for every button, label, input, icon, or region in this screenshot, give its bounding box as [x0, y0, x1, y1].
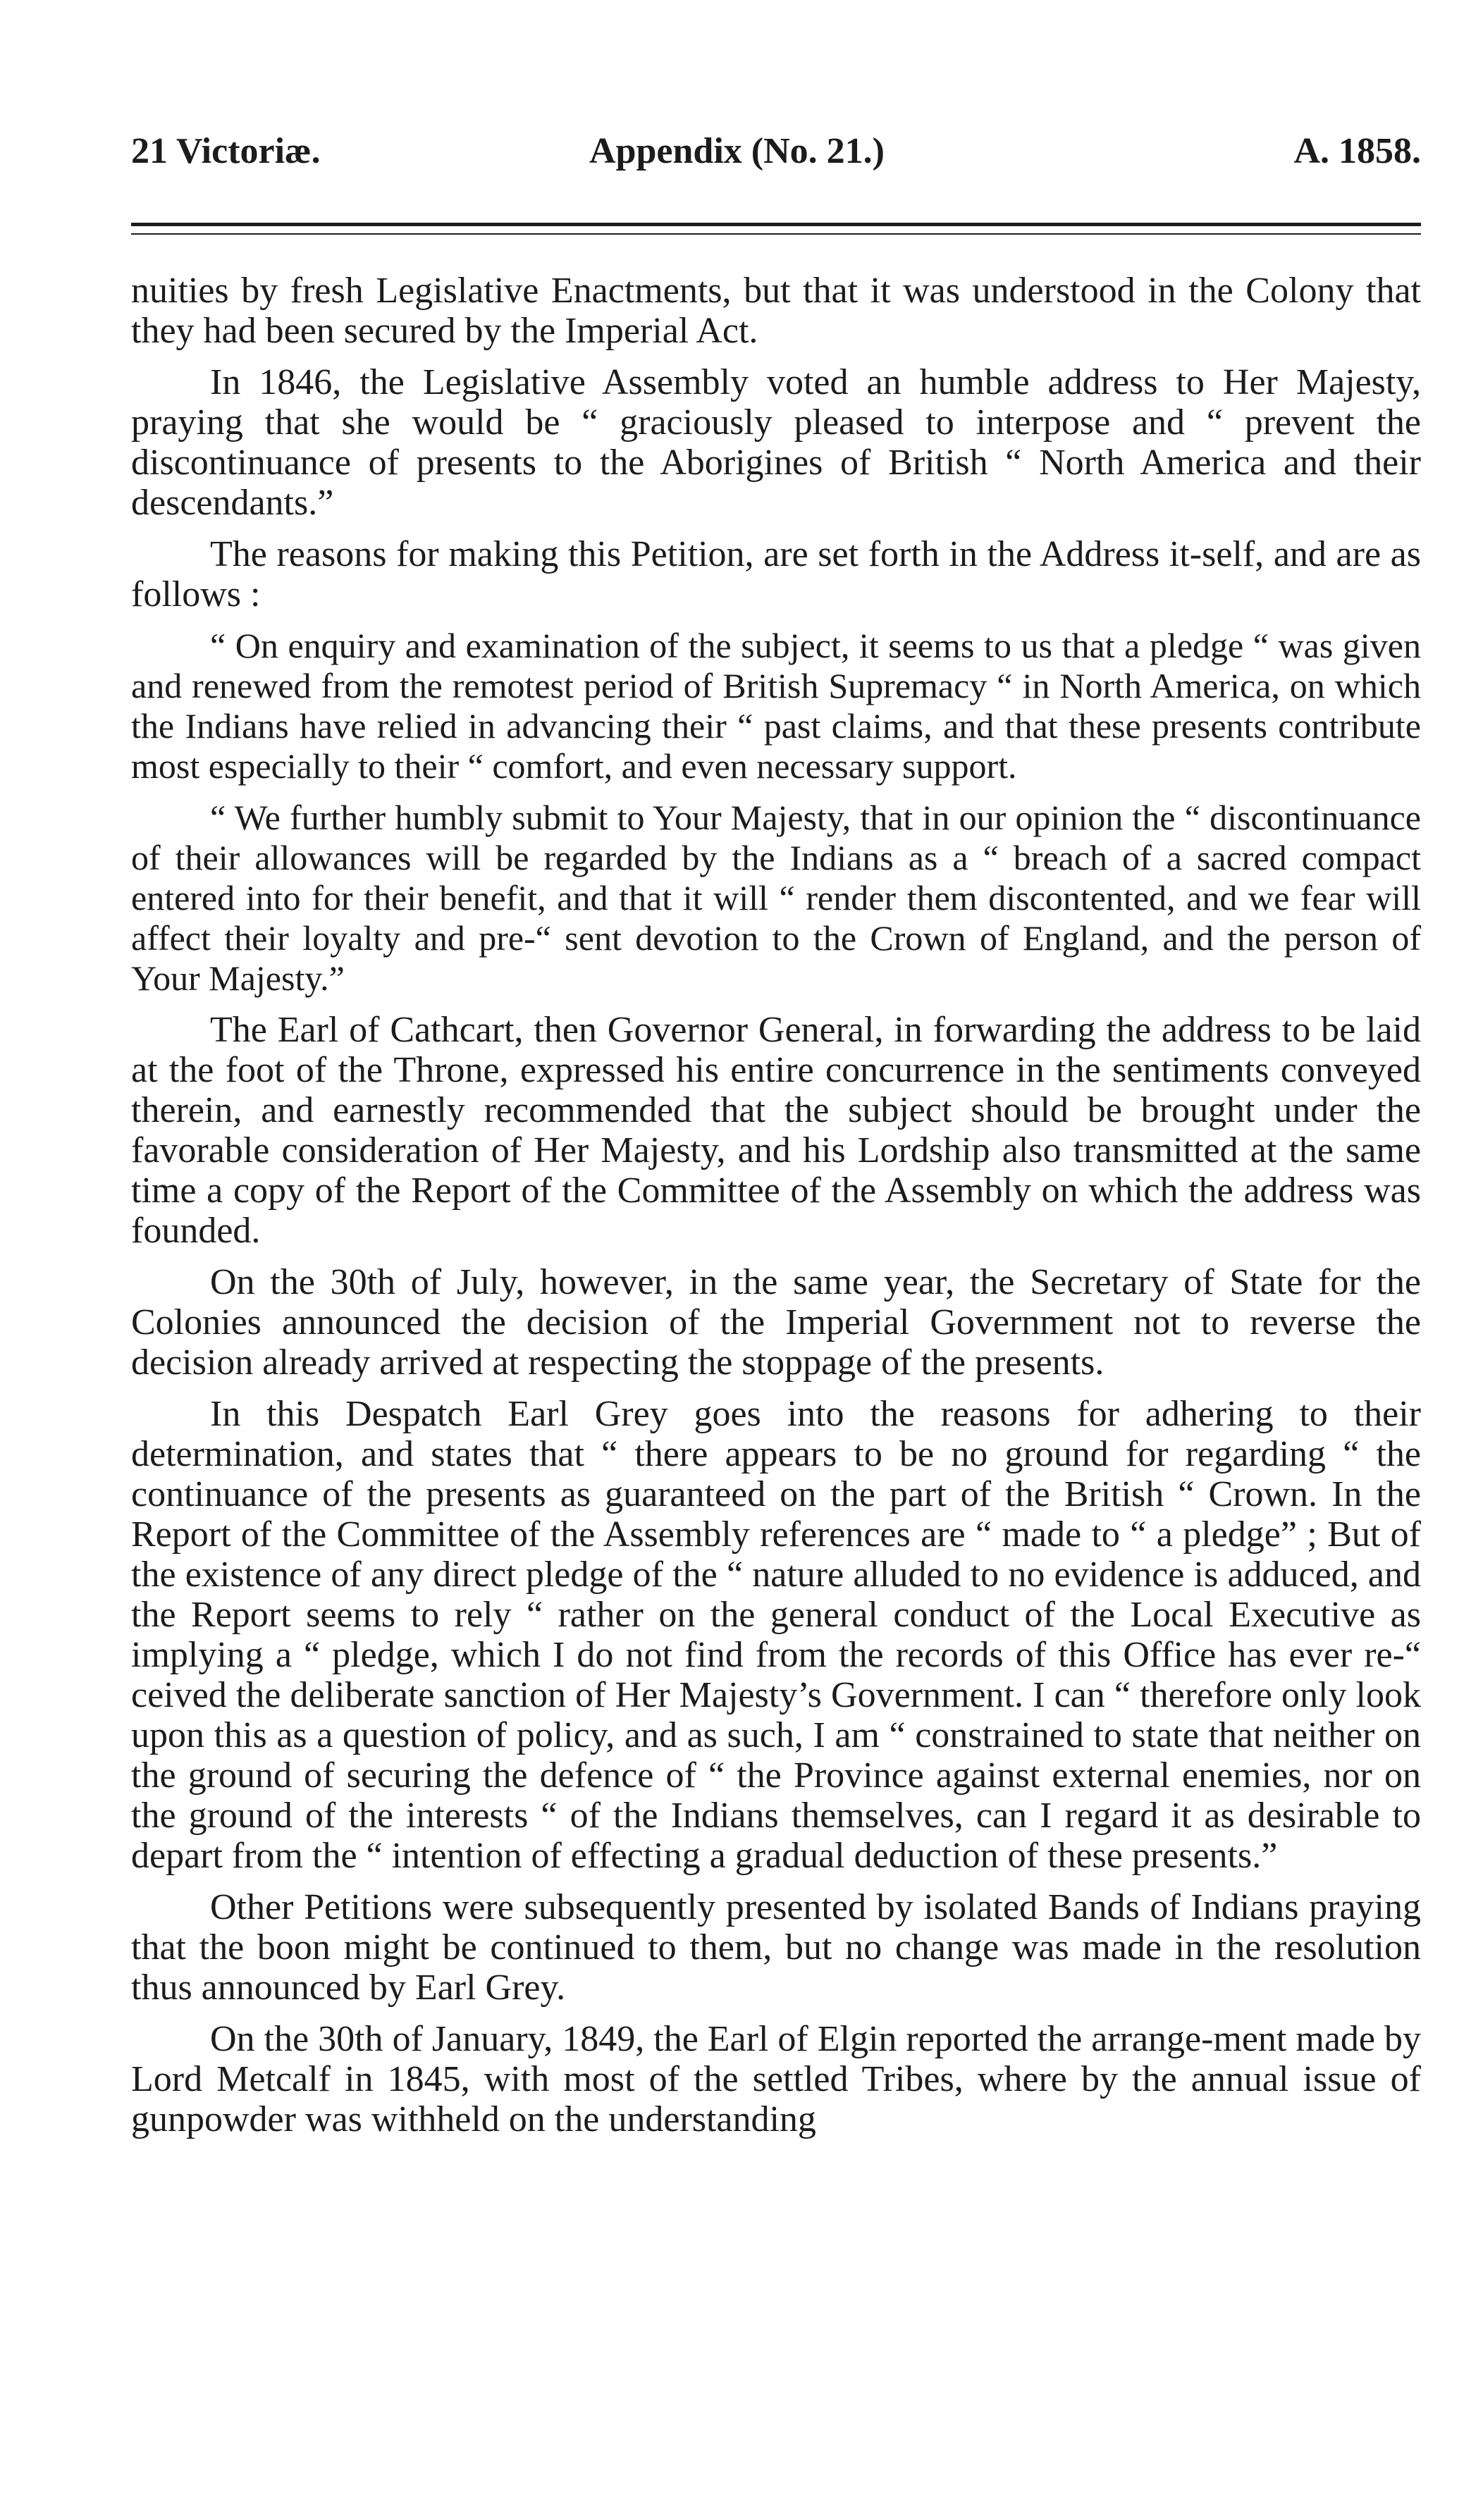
paragraph: In this Despatch Earl Grey goes into the reasons for adhering to their determination, and states that “ there appears to be no ground for regarding “ the continuance of the presents as guaranteed on the part of the British “ Crown. In the Report of the Committee of the Assembly references are “ made to “ a pledge” ; But of the existence of any direct pledge of the “ nature alluded to no evidence is adduced, and the Report seems to rely “ rather on the general conduct of the Local Executive as implying a “ pledge, which I do not find from the records of this Office has ever re-“ ceived the deliberate sanction of Her Majesty’s Government. I can “ therefore only look upon this as a question of policy, and as such, I am “ constrained to state that neither on the ground of securing the defence of “ the Province against external enemies, nor on the ground of the interests “ of the Indians themselves, can I regard it as desirable to depart from the “ intention of effecting a gradual deduction of these presents.” — [131, 1394, 1421, 1876]
body-text — [131, 271, 1421, 2139]
header-session: 21 Victoriæ. — [131, 131, 321, 171]
paragraph: The reasons for making this Petition, are set forth in the Address it-self, and are as follows : — [131, 534, 1421, 614]
paragraph-continuation: nuities by fresh Legislative Enactments, but that it was understood in the Colony that they had been secured by the Imperial Act. — [131, 271, 1421, 351]
header-rule-thick — [131, 223, 1421, 226]
header-appendix-number: Appendix (No. 21.) — [589, 131, 885, 171]
quoted-paragraph: “ On enquiry and examination of the subject, it seems to us that a pledge “ was given and renewed from the remotest period of British Supremacy “ in North America, on which the Indians have relied in advancing their “ past claims, and that these presents contribute most especially to their “ comfort, and even necessary support. — [131, 626, 1421, 786]
running-head — [131, 130, 1421, 187]
paragraph: On the 30th of January, 1849, the Earl of Elgin reported the arrange-ment made by Lord Metcalf in 1845, with most of the settled Tribes, where by the annual issue of gunpowder was withheld on the understanding — [131, 2019, 1421, 2139]
paragraph: In 1846, the Legislative Assembly voted an humble address to Her Majesty, praying that she would be “ graciously pleased to interpose and “ prevent the discontinuance of presents to the Aborigines of British “ North America and their descendants.” — [131, 362, 1421, 523]
paragraph: Other Petitions were subsequently presented by isolated Bands of Indians praying that the boon might be continued to them, but no change was made in the resolution thus announced by Earl Grey. — [131, 1887, 1421, 2008]
header-rule-thin — [131, 233, 1421, 235]
header-year: A. 1858. — [1293, 131, 1421, 171]
quoted-paragraph: “ We further humbly submit to Your Majesty, that in our opinion the “ discontinuance of their allowances will be regarded by the Indians as a “ breach of a sacred compact entered into for their benefit, and that it will “ render them discontented, and we fear will affect their loyalty and pre-“ sent devotion to the Crown of England, and the person of Your Majesty.” — [131, 798, 1421, 998]
paragraph: The Earl of Cathcart, then Governor General, in forwarding the address to be laid at the foot of the Throne, expressed his entire concurrence in the sentiments conveyed therein, and earnestly recommended that the subject should be brought under the favorable consideration of Her Majesty, and his Lordship also transmitted at the same time a copy of the Report of the Committee of the Assembly on which the address was founded. — [131, 1010, 1421, 1251]
paragraph: On the 30th of July, however, in the same year, the Secretary of State for the Colonies announced the decision of the Imperial Government not to reverse the decision already arrived at respecting the stoppage of the presents. — [131, 1262, 1421, 1383]
